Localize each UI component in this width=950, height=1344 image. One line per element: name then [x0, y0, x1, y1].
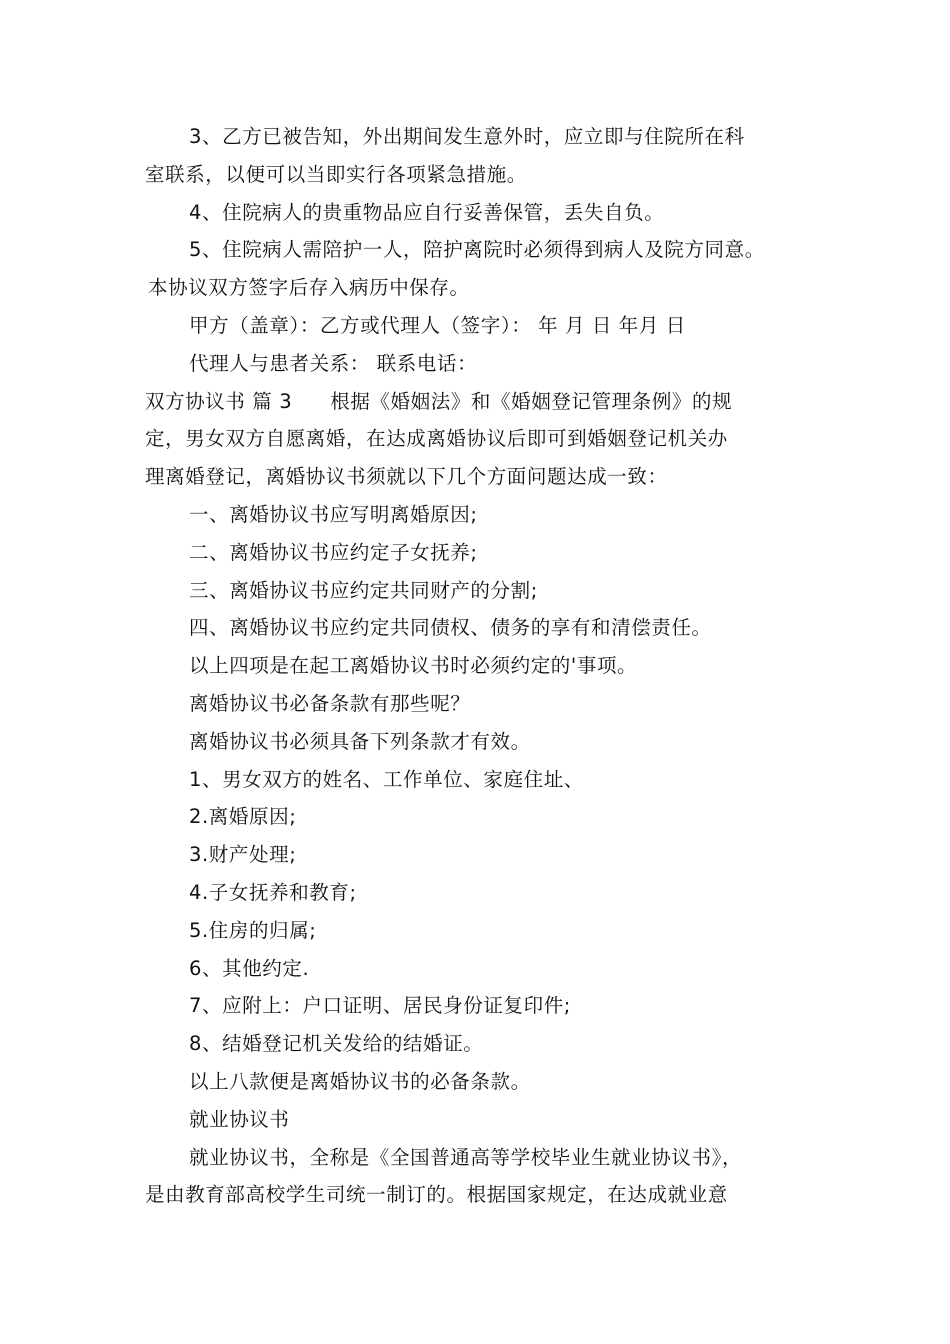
- paragraph-line: 离婚协议书必备条款有那些呢？: [189, 691, 471, 715]
- paragraph-line: 就业协议书，全称是《全国普通高等学校毕业生就业协议书》，: [189, 1145, 743, 1169]
- contact-line: 代理人与患者关系： 联系电话：: [189, 351, 478, 375]
- paragraph-line: 离婚协议书必须具备下列条款才有效。: [189, 729, 531, 753]
- section-heading: 双方协议书 篇 3: [145, 389, 293, 413]
- paragraph-line: 是由教育部高校学生司统一制订的。根据国家规定，在达成就业意: [145, 1183, 728, 1207]
- paragraph-line: 定，男女双方自愿离婚，在达成离婚协议后即可到婚姻登记机关办: [145, 427, 728, 451]
- list-item: 4.子女抚养和教育;: [189, 880, 357, 904]
- paragraph-line: 5、住院病人需陪护一人，陪护离院时必须得到病人及院方同意。: [189, 238, 765, 262]
- list-item: 2.离婚原因;: [189, 805, 297, 829]
- section-heading-line: [145, 383, 825, 421]
- list-item: 一、离婚协议书应写明离婚原因;: [189, 502, 478, 526]
- list-item: 5.住房的归属;: [189, 918, 317, 942]
- list-item: 8、结婚登记机关发给的结婚证。: [189, 1032, 484, 1056]
- list-item: 1、男女双方的姓名、工作单位、家庭住址、: [189, 767, 584, 791]
- list-item: 7、应附上：户口证明、居民身份证复印件;: [189, 994, 571, 1018]
- list-item: 3.财产处理;: [189, 843, 297, 867]
- paragraph-line: 以上八款便是离婚协议书的必备条款。: [189, 1069, 531, 1093]
- paragraph-line: 本协议双方签字后存入病历中保存。: [148, 276, 470, 300]
- paragraph-line: 3、乙方已被告知，外出期间发生意外时，应立即与住院所在科: [189, 125, 745, 148]
- paragraph-line: 室联系，以便可以当即实行各项紧急措施。: [145, 162, 527, 186]
- list-item: 6、其他约定.: [189, 956, 310, 980]
- paragraph-text: 根据《婚姻法》和《婚姻登记管理条例》的规: [330, 389, 733, 413]
- paragraph-line: 理离婚登记，离婚协议书须就以下几个方面问题达成一致：: [145, 465, 668, 489]
- signature-line: 甲方（盖章）：乙方或代理人（签字）： 年 月 日 年月 日: [189, 313, 686, 337]
- list-item: 四、离婚协议书应约定共同债权、债务的享有和清偿责任。: [189, 616, 712, 640]
- list-item: 二、离婚协议书应约定子女抚养;: [189, 540, 478, 564]
- list-item: 三、离婚协议书应约定共同财产的分割;: [189, 578, 538, 602]
- paragraph-line: 以上四项是在起工离婚协议书时必须约定的'事项。: [189, 654, 638, 678]
- paragraph-line: 4、住院病人的贵重物品应自行妥善保管，丢失自负。: [189, 200, 665, 224]
- section-title: 就业协议书: [189, 1107, 290, 1131]
- document-page: [145, 118, 825, 1214]
